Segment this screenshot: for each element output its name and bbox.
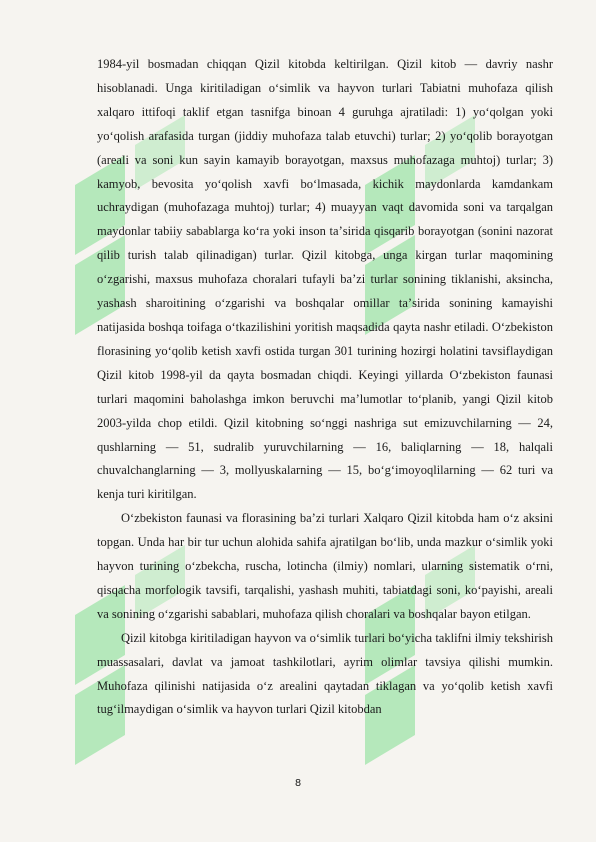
page-number: 8 bbox=[294, 778, 302, 789]
paragraph: Oʻzbekiston faunasi va florasining baʼzi turlari Xalqaro Qizil kitobda ham oʻz aksini topgan. Unda har bir tur uchun alohida sahifa ajratilgan boʻlib, unda mazkur oʻsimlik yoki hayvon turining oʻzbekcha, ruscha, lotincha (ilmiy) nomlari, ularning sistematik oʻrni, qisqacha morfologik tavsifi, tarqalishi, yashash muhiti, tabiatdagi soni, koʻpayishi, areali va sonining oʻzgarishi sabablari, muhofaza qilish choralari va boshqalar bayon etilgan. bbox=[97, 511, 553, 621]
paragraph: Qizil kitobga kiritiladigan hayvon va oʻsimlik turlari boʻyicha taklifni ilmiy tekshirish muassasalari, davlat va jamoat tashkilotlari, ayrim olimlar tavsiya qilishi mumkin. Muhofaza qilinishi natijasida oʻz arealini qaytadan tiklagan va yoʻqolib ketish xavfi tugʻilmaydigan oʻsimlik va hayvon turlari Qizil kitobdan bbox=[97, 630, 553, 717]
paragraph: 1984-yil bosmadan chiqqan Qizil kitobda keltirilgan. Qizil kitob — davriy nashr hisoblanadi. Unga kiritiladigan oʻsimlik va hayvon turlari Tabiatni muhofaza qilish xalqaro ittifoqi taklif etgan tasnifga binoan 4 guruhga ajratiladi: 1) yoʻqolgan yoki yoʻqolish arafasida turgan (jiddiy muhofaza talab etuvchi) turlar; 2) yoʻqolib borayotgan (areali va soni kun sayin kamayib borayotgan, maxsus muhofazaga muhtoj) turlar; 3) kamyob, bevosita yoʻqolish xavfi boʻlmasada, kichik maydonlarda kamdankam uchraydigan (muhofazaga muhtoj) turlar; 4) muayyan vaqt davomida soni va tarqalgan maydonlar tabiiy sabablarga koʻra yoki inson taʼsirida qisqarib borayotgan (sonini nazorat qilib turish talab qilinadigan) turlar. Qizil kitobga, unga kirgan turlar maqomining oʻzgarishi, maxsus muhofaza choralari tufayli baʼzi turlar sonining tiklanishi, aksincha, yashash sharoitining oʻzgarishi va boshqalar omillar taʼsirida sonining kamayishi natijasida boshqa toifaga oʻtkazilishini yoritish maqsadida qayta nashr etiladi. Oʻzbekiston florasining yoʻqolib ketish xavfi ostida turgan 301 turining hozirgi holatini tavsiflaydigan Qizil kitob 1998-yil da qayta bosmadan chiqdi. Keyingi yillarda Oʻzbekiston faunasi turlari maqomini baholashga imkon beruvchi maʼlumotlar toʻplanib, yangi Qizil kitob 2003-yilda chop etildi. Qizil kitobning soʻnggi nashriga sut emizuvchilarning — 24, qushlarning — 51, sudralib yuruvchilarning — 16, baliqlarning — 18, halqali chuvalchanglarning — 3, mollyuskalarning — 15, boʻgʻimoyoqlilarning — 62 turi va kenja turi kiritilgan. bbox=[97, 57, 553, 502]
body-text bbox=[97, 53, 553, 722]
